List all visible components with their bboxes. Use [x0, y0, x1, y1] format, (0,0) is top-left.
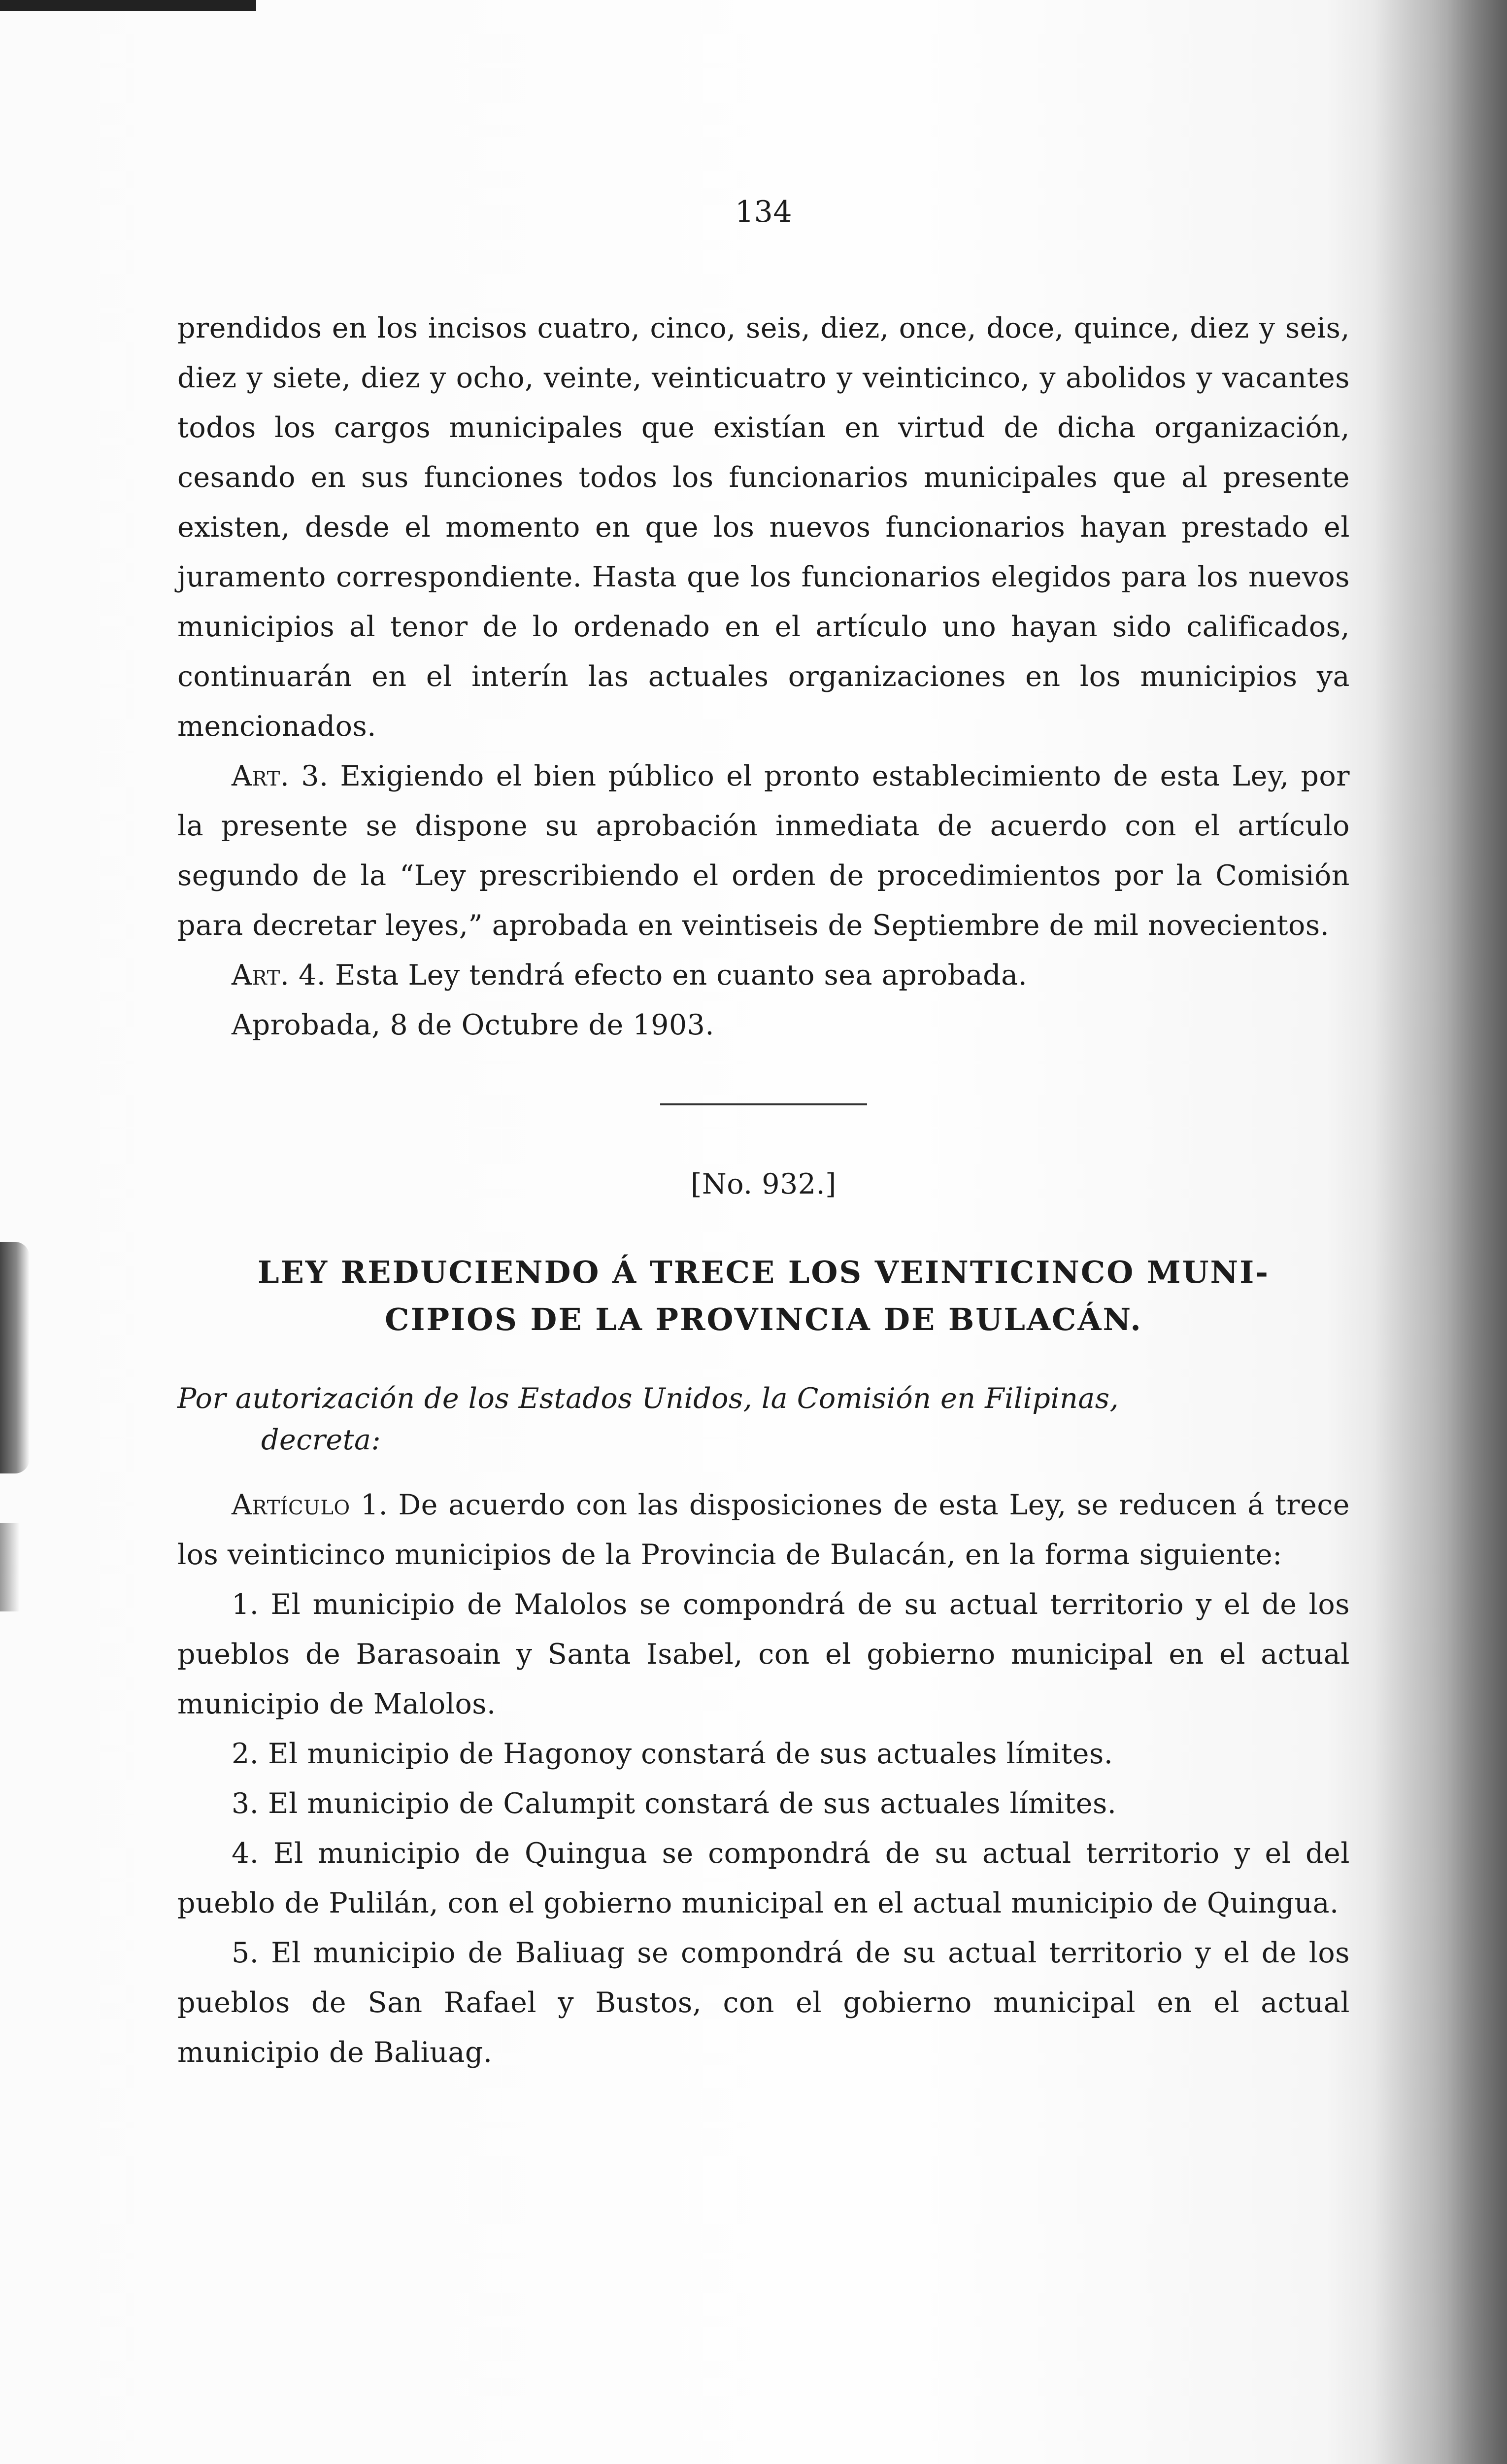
intro-paragraph: prendidos en los incisos cuatro, cinco, seis, diez, once, doce, quince, diez y seis, diez y siete, diez y ocho, veinte, veinticuatro y veinticinco, y abolidos y vacantes todos los cargos municipales que existían en virtud de dicha organización, cesando en sus funciones todos los funcionarios municipales que al presente existen, desde el momento en que los nuevos funcionarios hayan prestado el juramento correspondiente. Hasta que los funcionarios elegidos para los nuevos municipios al tenor de lo ordenado en el artículo uno hayan sido calificados, continuarán en el interín las actuales organizaciones en los municipios ya mencionados. — [177, 312, 1350, 743]
article-4 — [177, 951, 1350, 1000]
scan-left-shadow-small — [0, 1523, 20, 1611]
list-item: 3. El municipio de Calumpit constará de sus actuales límites. — [232, 1787, 1117, 1820]
list-item: 1. El municipio de Malolos se compondrá de su actual territorio y el de los pueblos de Barasoain y Santa Isabel, con el gobierno municipal en el actual municipio de Malolos. — [177, 1588, 1350, 1720]
act-number: [No. 932.] — [691, 1168, 837, 1200]
act-title-line-1: LEY REDUCIENDO Á TRECE LOS VEINTICINCO MUNI- — [258, 1254, 1270, 1290]
enacting-clause — [177, 1378, 1350, 1461]
scan-edge-mark — [0, 0, 256, 11]
approval-date: Aprobada, 8 de Octubre de 1903. — [232, 1009, 714, 1041]
article-3-label: Art. 3. — [232, 760, 329, 792]
section-divider — [660, 1103, 867, 1105]
page-number: 134 — [735, 195, 793, 229]
list-item: 2. El municipio de Hagonoy constará de sus actuales límites. — [232, 1738, 1113, 1770]
article-3 — [177, 752, 1350, 951]
enacting-clause-line-1: Por autorización de los Estados Unidos, la Comisión en Filipinas, — [177, 1382, 1119, 1415]
article-1-label: Artículo 1. — [232, 1489, 388, 1521]
act-title — [177, 1249, 1350, 1343]
act-title-line-2: CIPIOS DE LA PROVINCIA DE BULACÁN. — [385, 1301, 1142, 1337]
scan-left-shadow — [0, 1242, 30, 1473]
binding-shadow — [1374, 0, 1507, 2464]
article-4-label: Art. 4. — [232, 959, 326, 992]
article-4-text: Esta Ley tendrá efecto en cuanto sea aprobada. — [335, 959, 1028, 992]
article-3-text: Exigiendo el bien público el pronto establecimiento de esta Ley, por la presente se dispone su aprobación inmediata de acuerdo con el artículo segundo de la “Ley prescribiendo el orden de procedimientos por la Comisión para decretar leyes,” aprobada en veintiseis de Septiembre de mil novecientos. — [177, 760, 1350, 942]
list-item: 5. El municipio de Baliuag se compondrá de su actual territorio y el de los pueblos de San Rafael y Bustos, con el gobierno municipal en el actual municipio de Baliuag. — [177, 1937, 1350, 2069]
article-1-text: De acuerdo con las disposiciones de esta Ley, se reducen á trece los veinticinco municipios de la Provincia de Bulacán, en la forma siguiente: — [177, 1489, 1350, 1571]
article-1 — [177, 1480, 1350, 1580]
list-item: 4. El municipio de Quingua se compondrá de su actual territorio y el del pueblo de Pulilán, con el gobierno municipal en el actual municipio de Quingua. — [177, 1837, 1350, 1919]
enacting-clause-line-2: decreta: — [261, 1424, 381, 1456]
text-column — [177, 187, 1350, 2454]
